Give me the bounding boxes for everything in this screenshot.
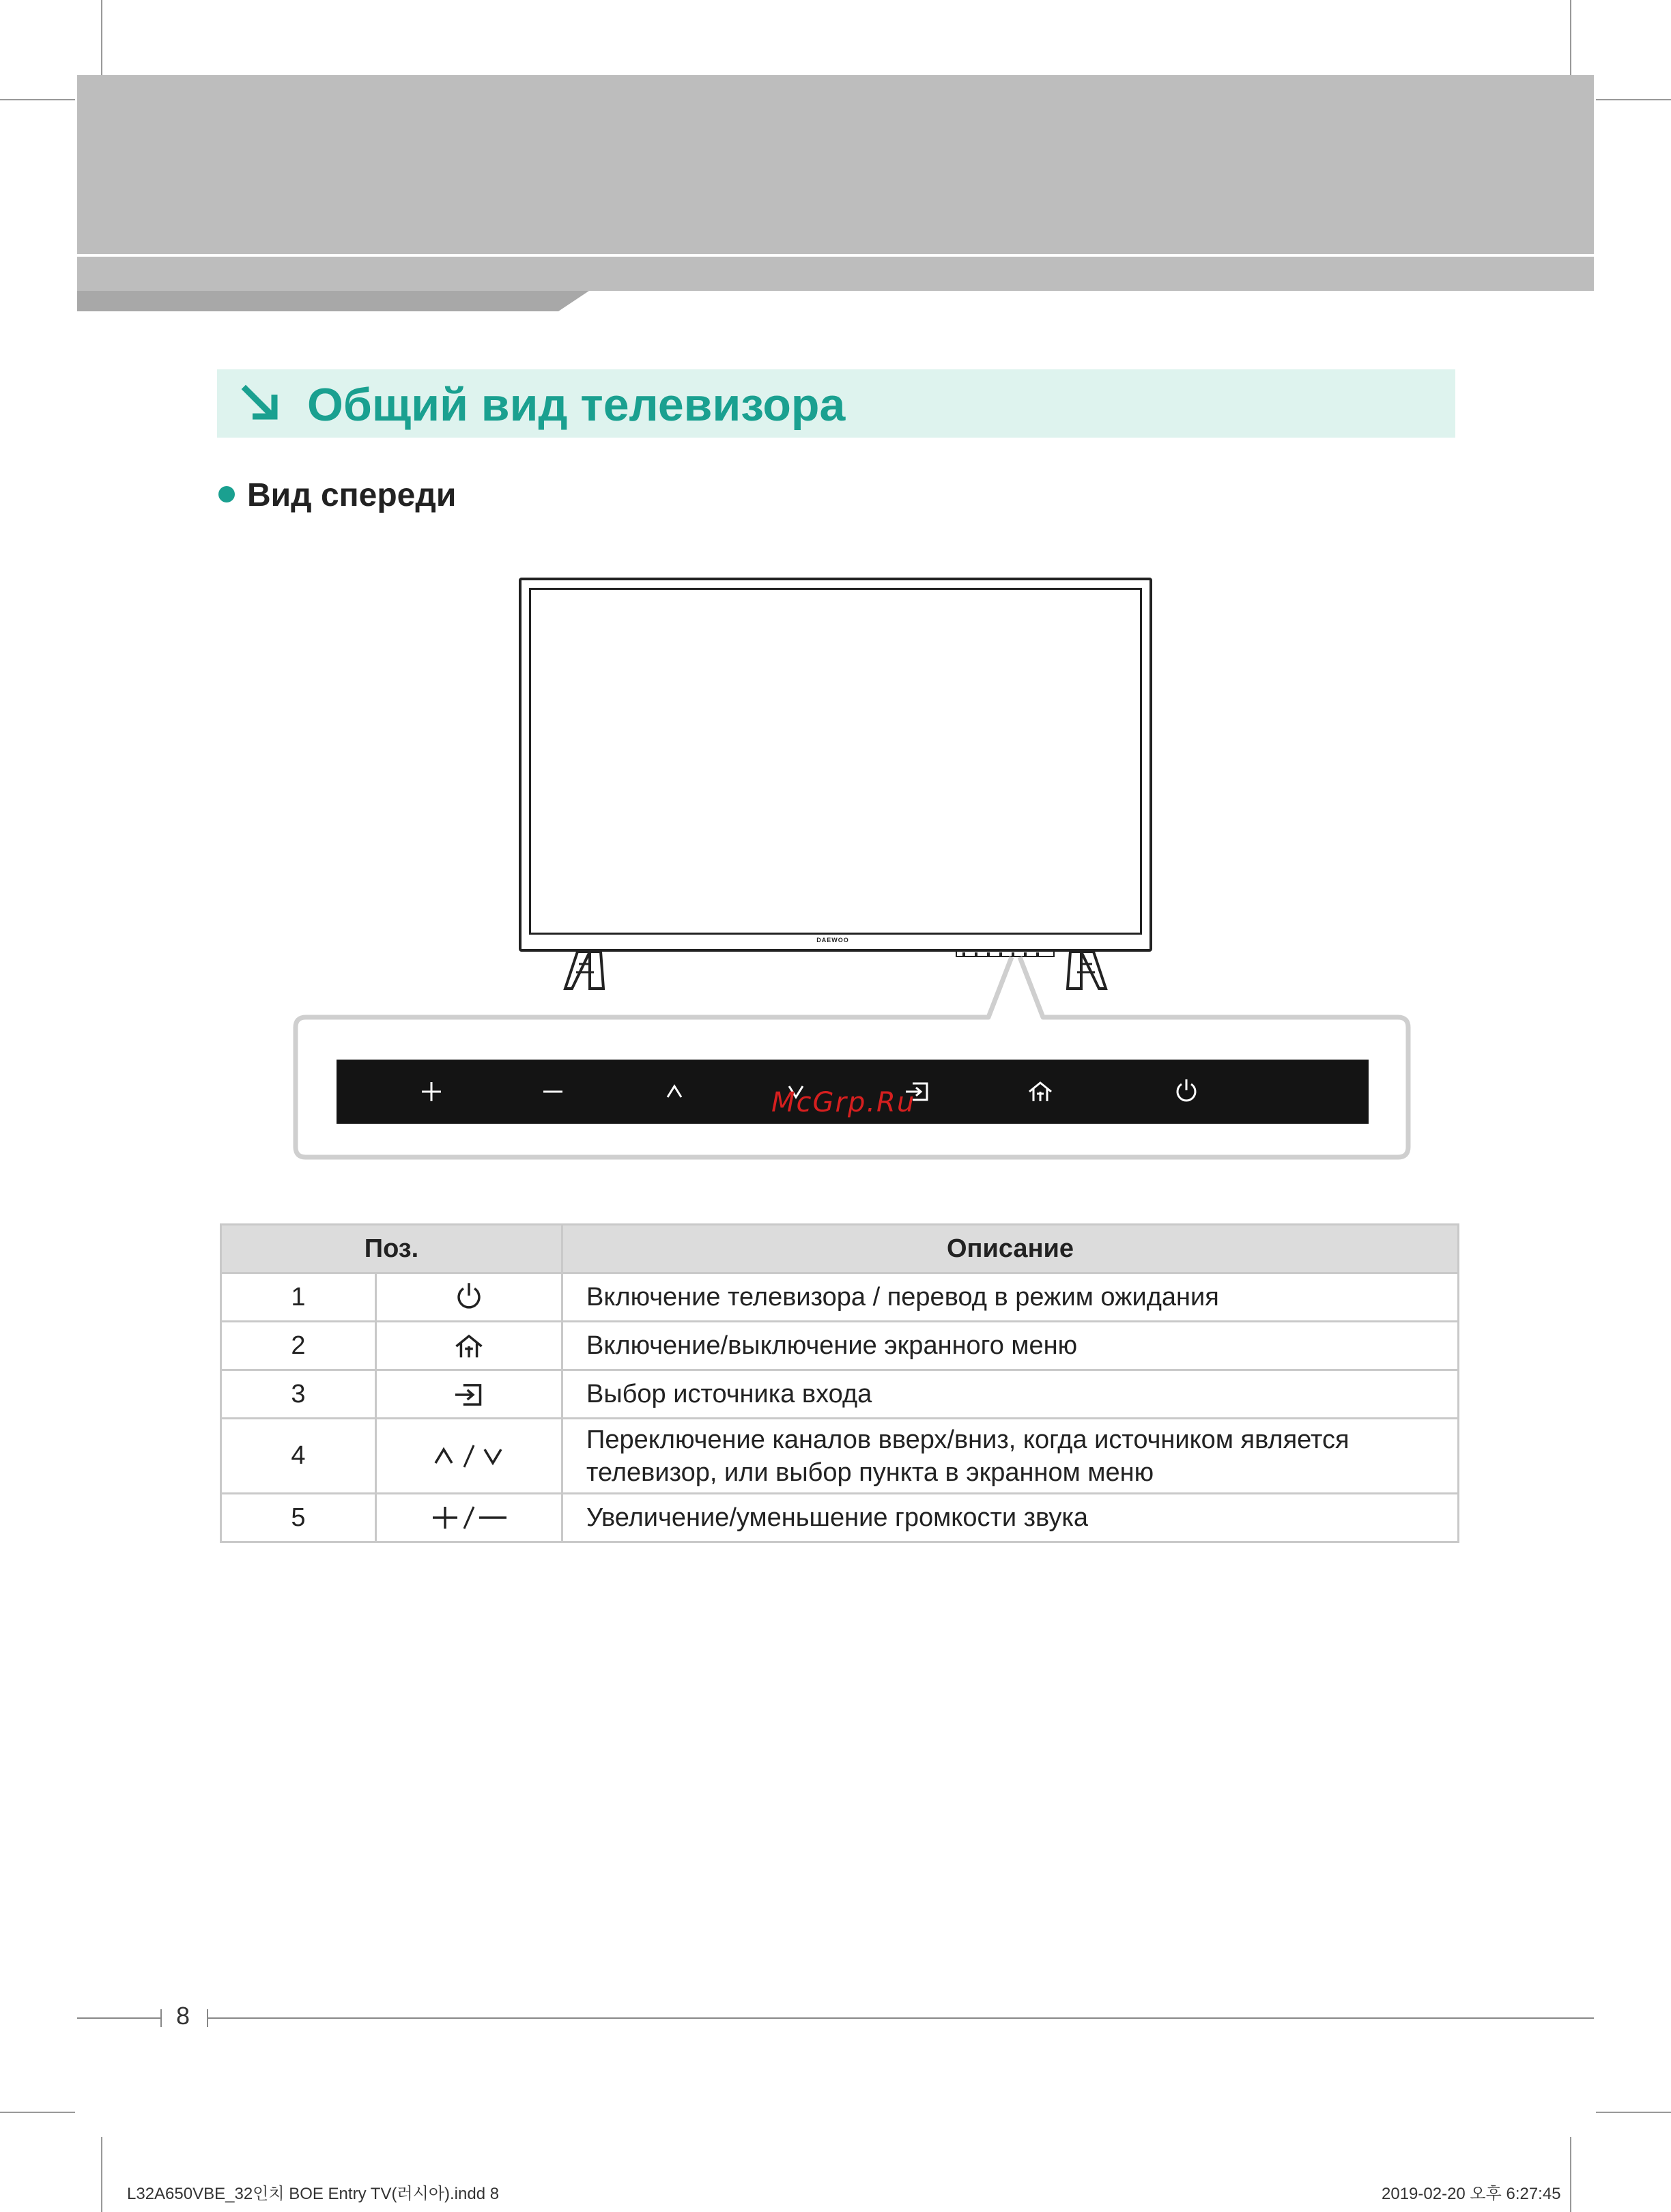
row-description: Включение телевизора / перевод в режим ожидания xyxy=(562,1273,1459,1322)
controls-table xyxy=(220,1223,1459,1543)
row-description: Переключение каналов вверх/вниз, когда источником является телевизор, или выбор пункта в экранном меню xyxy=(562,1419,1459,1494)
power-icon xyxy=(453,1281,485,1313)
tv-screen xyxy=(529,588,1142,935)
input-source-icon xyxy=(453,1381,485,1408)
table-row xyxy=(221,1494,1459,1542)
home-menu-icon xyxy=(454,1333,484,1360)
minus-icon xyxy=(541,1080,565,1103)
plus-icon xyxy=(420,1080,443,1103)
channel-up-button[interactable] xyxy=(654,1072,695,1111)
row-icon-cell xyxy=(376,1370,562,1419)
footer-tick xyxy=(160,2009,162,2027)
row-number: 5 xyxy=(221,1494,376,1542)
row-icon-cell xyxy=(376,1494,562,1542)
row-number: 1 xyxy=(221,1273,376,1322)
header-tab xyxy=(77,291,589,311)
crop-mark xyxy=(0,99,75,100)
header-band xyxy=(77,75,1594,254)
crop-mark xyxy=(1570,0,1571,75)
tv-stand-right xyxy=(1066,952,1109,990)
subsection-title: Вид спереди xyxy=(247,477,457,513)
table-row xyxy=(221,1273,1459,1322)
row-icon-cell xyxy=(376,1419,562,1494)
row-number: 3 xyxy=(221,1370,376,1419)
table-row xyxy=(221,1370,1459,1419)
header-desc: Описание xyxy=(562,1225,1459,1273)
volume-down-button[interactable] xyxy=(532,1072,573,1111)
header-pos: Поз. xyxy=(221,1225,562,1273)
tv-stand-left xyxy=(562,952,605,990)
print-timestamp: 2019-02-20 오후 6:27:45 xyxy=(1382,2185,1561,2203)
crop-mark xyxy=(1596,2112,1671,2113)
row-description: Включение/выключение экранного меню xyxy=(562,1322,1459,1370)
row-icon-cell xyxy=(376,1273,562,1322)
home-menu-icon xyxy=(1027,1080,1053,1103)
chevron-up-icon xyxy=(663,1080,686,1103)
page-number: 8 xyxy=(175,2002,190,2030)
row-number: 2 xyxy=(221,1322,376,1370)
section-title: Общий вид телевизора xyxy=(307,379,846,431)
row-description: Увеличение/уменьшение громкости звука xyxy=(562,1494,1459,1542)
row-number: 4 xyxy=(221,1419,376,1494)
chevron-up-down-icon xyxy=(425,1441,513,1471)
row-description: Выбор источника входа xyxy=(562,1370,1459,1419)
arrow-down-right-icon xyxy=(240,382,281,423)
crop-mark xyxy=(101,2137,102,2212)
power-button[interactable] xyxy=(1166,1072,1207,1111)
watermark: McGrp.Ru xyxy=(771,1087,916,1118)
header-subband xyxy=(77,257,1594,291)
footer-rule xyxy=(77,2017,160,2019)
plus-minus-icon xyxy=(425,1503,513,1533)
table-header xyxy=(221,1225,1459,1273)
crop-mark xyxy=(1570,2137,1571,2212)
menu-button[interactable] xyxy=(1020,1072,1061,1111)
power-icon xyxy=(1173,1078,1200,1105)
footer-rule xyxy=(208,2017,1594,2019)
tv-brand-logo: DAEWOO xyxy=(816,937,849,944)
row-icon-cell xyxy=(376,1322,562,1370)
volume-up-button[interactable] xyxy=(411,1072,452,1111)
bullet-icon xyxy=(218,486,235,502)
file-info: L32A650VBE_32인치 BOE Entry TV(러시아).indd 8 xyxy=(127,2185,500,2203)
table-row xyxy=(221,1419,1459,1494)
crop-mark xyxy=(1596,99,1671,100)
tv-control-keys xyxy=(956,950,1055,957)
crop-mark xyxy=(0,2112,75,2113)
crop-mark xyxy=(101,0,102,75)
table-row xyxy=(221,1322,1459,1370)
